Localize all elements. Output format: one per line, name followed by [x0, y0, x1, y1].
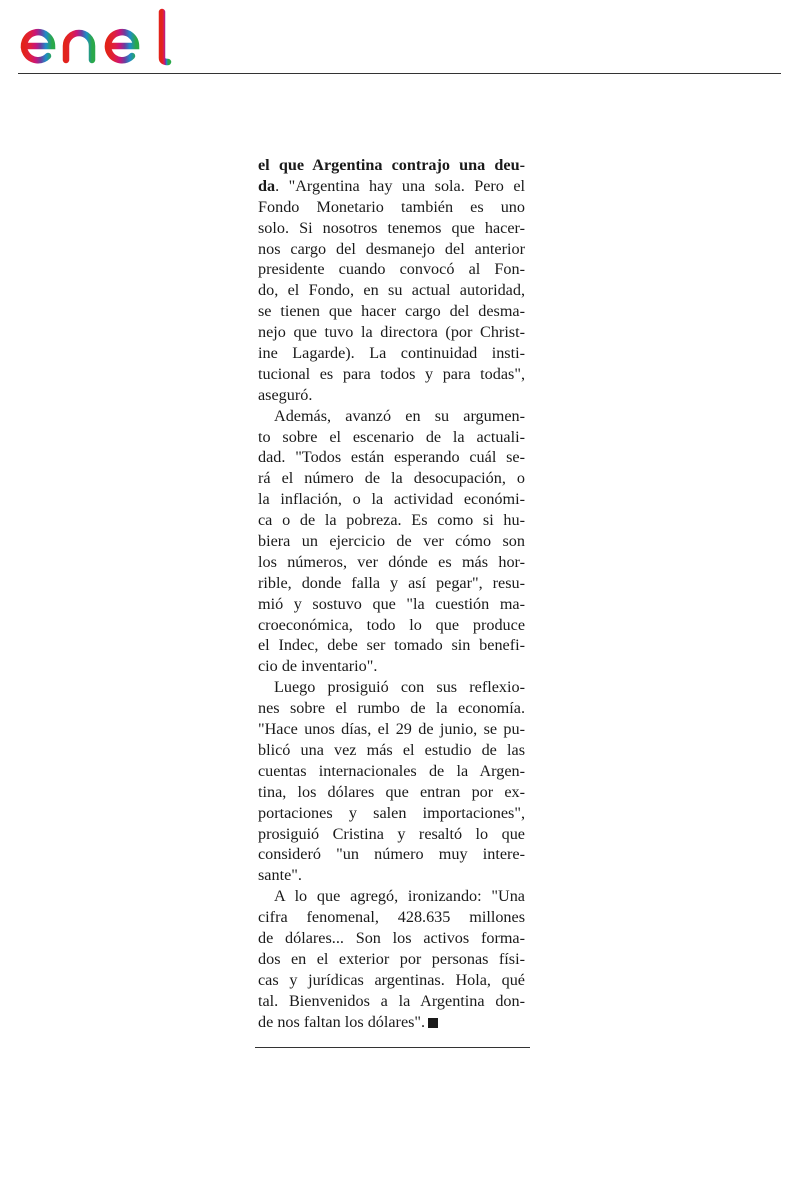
article-line [258, 218, 525, 239]
line-text: . "Argentina hay una sola. Pero el [275, 176, 525, 195]
article-line [258, 155, 525, 176]
line-text: dos en el exterior por personas físi- [258, 949, 525, 968]
enel-logo [16, 4, 186, 68]
article-line [258, 719, 525, 740]
line-text: aseguró. [258, 385, 313, 404]
line-text: nos cargo del desmanejo del anterior [258, 239, 525, 258]
article-line [258, 949, 525, 970]
line-text: la inflación, o la actividad económi- [258, 490, 525, 509]
article-line [258, 406, 525, 427]
article-line [258, 782, 525, 803]
line-text: los números, ver dónde es más hor- [258, 552, 525, 571]
line-text: tucional es para todos y para todas", [258, 364, 525, 383]
article-line [258, 844, 525, 865]
article-line [258, 259, 525, 280]
line-text: solo. Si nosotros tenemos que hacer- [258, 218, 525, 237]
article-line [258, 427, 525, 448]
article-line [258, 761, 525, 782]
line-text: tal. Bienvenidos a la Argentina don- [258, 991, 525, 1010]
article-line [258, 510, 525, 531]
article-line [258, 803, 525, 824]
line-text: rá el número de la desocupación, o [258, 469, 525, 488]
article-line [258, 907, 525, 928]
line-text: ine Lagarde). La continuidad insti- [258, 344, 525, 363]
line-text: cas y jurídicas argentinas. Hola, qué [258, 970, 525, 989]
line-text: tina, los dólares que entran por ex- [258, 782, 525, 801]
line-text: el Indec, debe ser tomado sin benefi- [258, 636, 525, 655]
line-text: dad. "Todos están esperando cuál se- [258, 448, 525, 467]
article-line [258, 364, 525, 385]
line-text: se tienen que hacer cargo del desma- [258, 302, 525, 321]
line-text: cio de inventario". [258, 657, 378, 676]
bold-lead-in: da [258, 176, 276, 195]
line-text: cuentas internacionales de la Argen- [258, 761, 525, 780]
line-text: prosiguió Cristina y resaltó lo que [258, 824, 525, 843]
line-text: cifra fenomenal, 428.635 millones [258, 908, 525, 927]
article-line [258, 489, 525, 510]
article-line [258, 656, 525, 677]
line-text: ca o de la pobreza. Es como si hu- [258, 511, 525, 530]
article-line [258, 343, 525, 364]
line-text: biera un ejercicio de ver cómo son [258, 532, 525, 551]
line-text: "Hace unos días, el 29 de junio, se pu- [258, 720, 525, 739]
article-line [258, 928, 525, 949]
article-line [258, 865, 525, 886]
line-text: sante". [258, 866, 302, 885]
article-line [258, 301, 525, 322]
article-line [258, 322, 525, 343]
line-text: de nos faltan los dólares". [258, 1012, 426, 1031]
article-line [258, 886, 525, 907]
end-of-article-square-icon [428, 1018, 438, 1028]
article-line [258, 280, 525, 301]
article-body [258, 155, 525, 1032]
line-text: blicó una vez más el estudio de las [258, 740, 525, 759]
article-line [258, 824, 525, 845]
line-text: de dólares... Son los activos forma- [258, 928, 525, 947]
line-text: Fondo Monetario también es uno [258, 197, 525, 216]
article-line [258, 698, 525, 719]
line-text: presidente cuando convocó al Fon- [258, 260, 525, 279]
bold-lead-in: el que Argentina contrajo una deu- [258, 156, 525, 174]
article-line [258, 552, 525, 573]
article-line [258, 615, 525, 636]
line-text: A lo que agregó, ironizando: "Una [274, 887, 525, 906]
line-text: nejo que tuvo la directora (por Christ- [258, 323, 525, 342]
line-text: mió y sostuvo que "la cuestión ma- [258, 594, 525, 613]
article-end-divider [255, 1047, 530, 1048]
line-text: Además, avanzó en su argumen- [274, 406, 525, 425]
line-text: Luego prosiguió con sus reflexio- [274, 678, 525, 697]
article-line [258, 677, 525, 698]
article-line [258, 1012, 525, 1033]
line-text: rible, donde falla y así pegar", resu- [258, 573, 525, 592]
article-line [258, 573, 525, 594]
article-line [258, 385, 525, 406]
article-line [258, 740, 525, 761]
article-line [258, 447, 525, 468]
article-line [258, 531, 525, 552]
article-line [258, 970, 525, 991]
article-line [258, 635, 525, 656]
line-text: nes sobre el rumbo de la economía. [258, 699, 525, 718]
article-line [258, 594, 525, 615]
line-text: croeconómica, todo lo que produce [258, 615, 525, 634]
header-divider [18, 73, 781, 74]
article-line [258, 239, 525, 260]
article-line [258, 991, 525, 1012]
line-text: do, el Fondo, en su actual autoridad, [258, 281, 525, 300]
line-text: portaciones y salen importaciones", [258, 803, 525, 822]
line-text: to sobre el escenario de la actuali- [258, 427, 525, 446]
line-text: consideró "un número muy intere- [258, 845, 525, 864]
article-line [258, 468, 525, 489]
article-line [258, 176, 525, 197]
article-line [258, 197, 525, 218]
